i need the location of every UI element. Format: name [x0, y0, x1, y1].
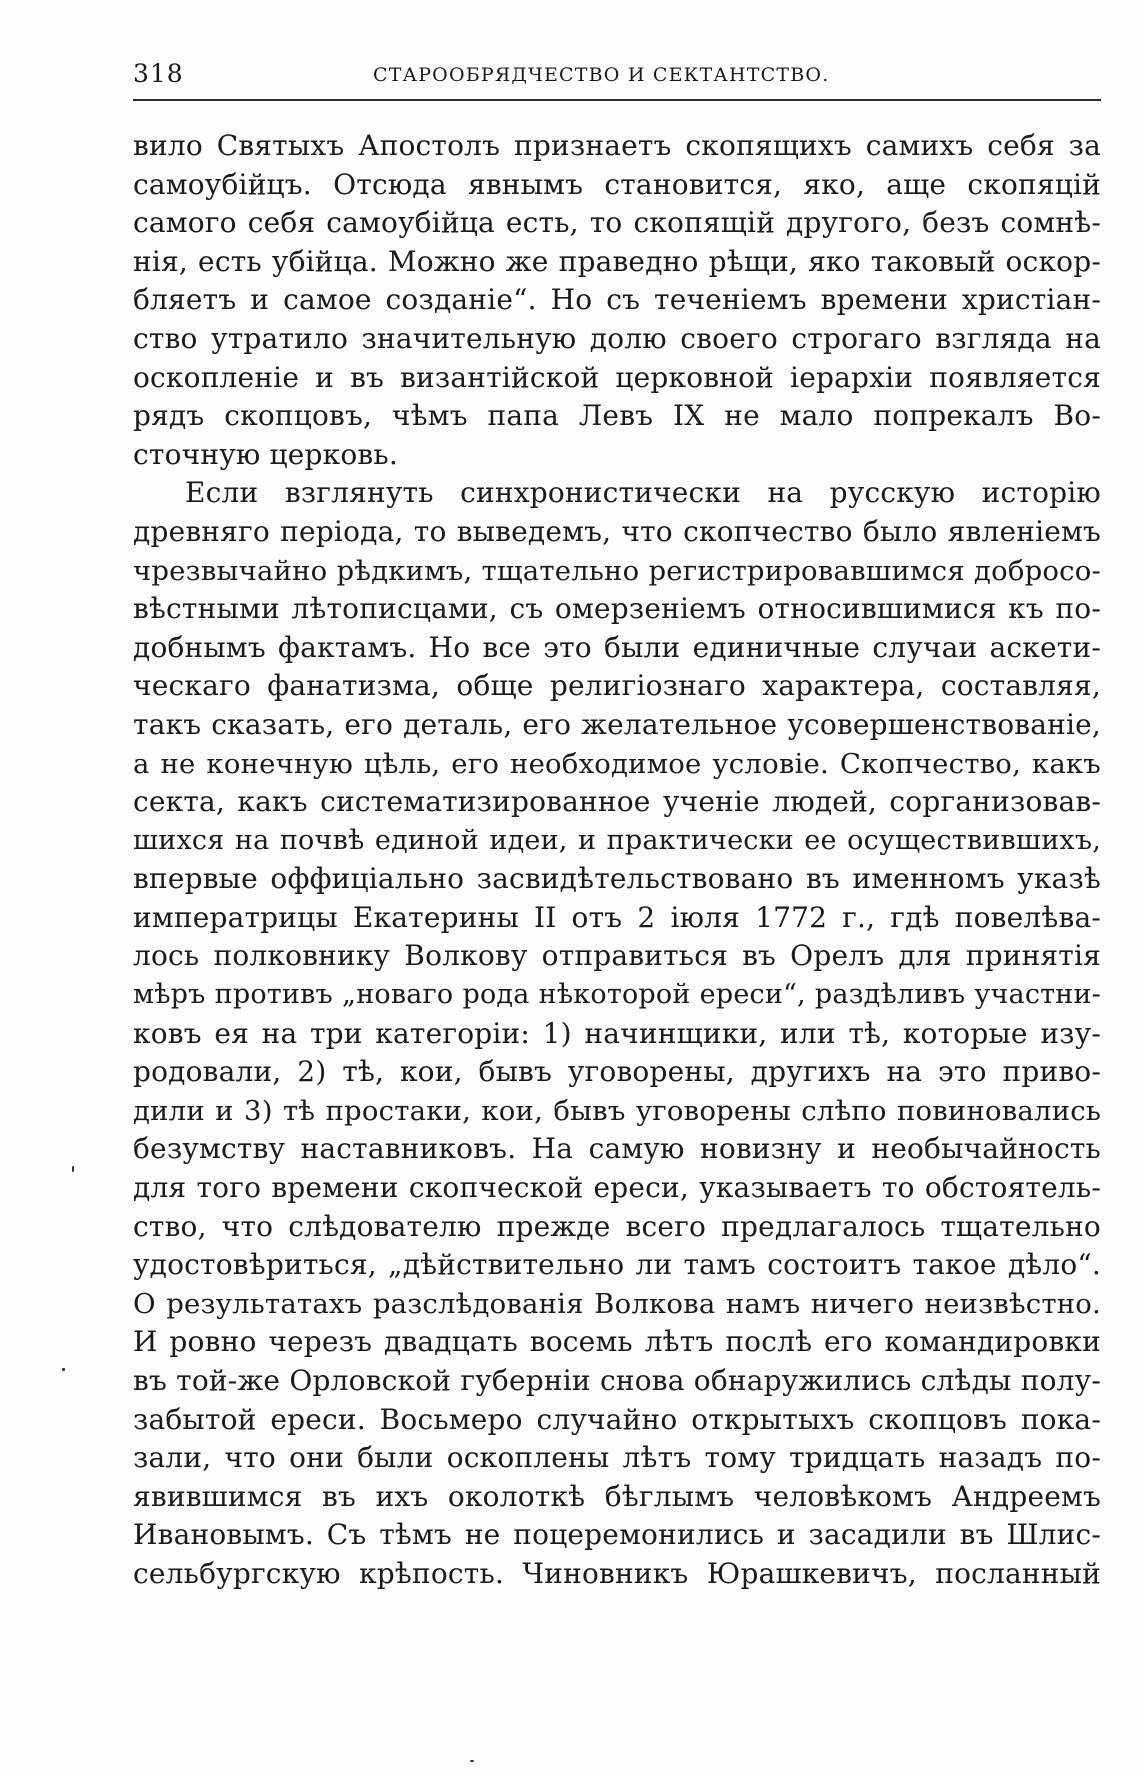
- text-line: бляетъ и самое созданіе“. Но съ теченіемъ времени христіан-: [133, 283, 1101, 317]
- text-line: ство утратило значительную долю своего строгаго взгляда на: [133, 321, 1101, 355]
- running-title: СТАРООБРЯДЧЕСТВО И СЕКТАНТСТВО.: [373, 64, 830, 86]
- text-line: сельбургскую крѣпость. Чиновникъ Юрашкевичъ, посланный: [133, 1556, 1101, 1590]
- text-line: такъ сказать, его деталь, его желательное усовершенствованіе,: [133, 707, 1101, 741]
- text-line: впервые оффиціально засвидѣтельствовано въ именномъ указѣ: [133, 862, 1101, 896]
- text-line: вило Святыхъ Апостолъ признаетъ скопящихъ самихъ себя за: [133, 129, 1101, 162]
- text-line: секта, какъ систематизированное ученіе людей, сорганизовав-: [133, 785, 1101, 819]
- text-line: а не конечную цѣль, его необходимое условіе. Скопчество, какъ: [133, 747, 1101, 780]
- text-line: нія, есть убійца. Можно же праведно рѣщи, яко таковый оскор-: [133, 244, 1101, 278]
- text-line: въ той-же Орловской губерніи снова обнаружились слѣды полу-: [133, 1364, 1101, 1397]
- text-line: явившимся въ ихъ околоткѣ бѣглымъ человѣкомъ Андреемъ: [133, 1479, 1101, 1513]
- text-line: ческаго фанатизма, обще религіознаго характера, составляя,: [133, 669, 1101, 703]
- text-line: для того времени скопческой ереси, указываетъ то обстоятель-: [133, 1171, 1101, 1205]
- text-line: императрицы Екатерины II отъ 2 іюля 1772 г., гдѣ повелѣва-: [133, 900, 1101, 934]
- text-line: ство, что слѣдователю прежде всего предлагалось тщательно: [133, 1209, 1101, 1243]
- text-line: дили и 3) тѣ простаки, кои, бывъ уговорены слѣпо повиновались: [133, 1094, 1101, 1127]
- text-line: Ивановымъ. Съ тѣмъ не поцеремонились и засадили въ Шлис-: [133, 1518, 1101, 1552]
- text-line: зали, что они были оскоплены лѣтъ тому тридцать назадъ по-: [133, 1441, 1101, 1475]
- text-line: лось полковнику Волкову отправиться въ Орелъ для принятія: [133, 939, 1101, 973]
- body-text: [133, 127, 1101, 1594]
- text-line: чрезвычайно рѣдкимъ, тщательно регистрировавшимся добросо-: [133, 554, 1101, 587]
- text-line: вѣстными лѣтописцами, съ омерзеніемъ относившимися къ по-: [133, 592, 1101, 626]
- text-line: мѣръ противъ „новаго рода нѣкоторой ереси“, раздѣливъ участни-: [133, 979, 1101, 1011]
- paragraph-start-line: Если взглянуть синхронистически на русскую исторію: [185, 476, 1101, 510]
- text-line: самоубійцъ. Отсюда явнымъ становится, яко, аще скопяцій: [133, 167, 1101, 201]
- text-line: шихся на почвѣ единой идеи, и практически ее осуществившихъ,: [133, 824, 1101, 856]
- text-line: забытой ереси. Восьмеро случайно открытыхъ скопцовъ пока-: [133, 1402, 1101, 1436]
- text-line: безумству наставниковъ. На самую новизну и необычайность: [133, 1132, 1101, 1166]
- page-number: 318: [133, 59, 184, 88]
- text-line: ковъ ея на три категоріи: 1) начинщики, или тѣ, которые изу-: [133, 1016, 1101, 1050]
- text-line: добнымъ фактамъ. Но все это были единичные случаи аскети-: [133, 630, 1101, 664]
- paragraph-end-line: сточную церковь.: [133, 437, 398, 471]
- print-speck: [72, 1166, 74, 1172]
- text-line: самого себя самоубійца есть, то скопящій другого, безъ сомнѣ-: [133, 206, 1101, 240]
- print-speck: [470, 1760, 474, 1762]
- text-line: родовали, 2) тѣ, кои, бывъ уговорены, другихъ на это приво-: [133, 1055, 1101, 1089]
- text-line: И ровно черезъ двадцать восемь лѣтъ послѣ его командировки: [133, 1325, 1101, 1359]
- text-line: удостовѣриться, „дѣйствительно ли тамъ состоитъ такое дѣло“.: [133, 1248, 1101, 1282]
- text-line: оскопленіе и въ византійской церковной іерархіи появляется: [133, 360, 1101, 394]
- text-line: древняго періода, то выведемъ, что скопчество было явленіемъ: [133, 514, 1101, 548]
- text-line: О результатахъ разслѣдованія Волкова намъ ничего неизвѣстно.: [133, 1287, 1101, 1320]
- print-speck: [62, 1368, 65, 1371]
- text-line: рядъ скопцовъ, чѣмъ папа Левъ IX не мало попрекалъ Во-: [133, 399, 1101, 433]
- page-header: [133, 55, 1101, 101]
